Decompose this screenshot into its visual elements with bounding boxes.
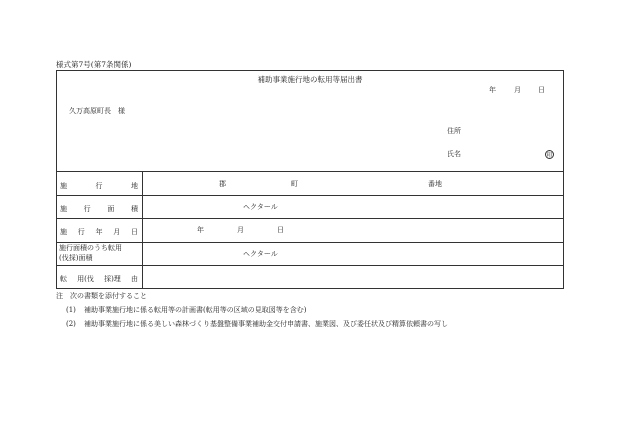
notification-form [56,70,564,289]
exec-year-label: 年 [197,226,204,234]
exec-day-label: 日 [277,226,284,234]
site-gun-label: 郡 [219,180,226,188]
seal-mark: 印 [546,152,553,159]
row-label-area: 施 行 面 積 [60,205,138,213]
row-label-converted-area-line1: 施行面積のうち転用 [59,244,122,252]
note-2-number: (2) [66,320,76,328]
note-1-text: 補助事業施行地に係る転用等の計画書(転用等の区域の見取図等を含む) [84,306,307,314]
date-month-label: 月 [514,86,521,94]
date-day-label: 日 [538,86,545,94]
row-label-converted-area-line2: (伐採)面積 [59,254,93,262]
converted-area-unit: ヘクタール [243,250,278,258]
row-label-date: 施 行 年 月 日 [60,228,138,236]
form-title: 補助事業施行地の転用等届出書 [257,75,363,84]
notes-heading: 注 次の書類を添付すること [56,292,147,300]
exec-month-label: 月 [237,226,244,234]
row-label-reason: 転 用(伐 採)理 由 [60,275,138,283]
area-unit: ヘクタール [243,203,278,211]
note-2-text: 補助事業施行地に係る美しい森林づくり基盤整備事業補助金交付申請書、施業図、及び委任状及び精算依頼書の写し [84,320,448,328]
address-label: 住所 [447,127,461,135]
site-machi-label: 町 [291,180,298,188]
site-banchi-label: 番地 [428,180,442,188]
form-number: 様式第7号(第7条関係) [56,60,132,69]
date-year-label: 年 [489,86,496,94]
addressee: 久万高原町長 様 [69,107,125,115]
name-label: 氏名 [447,150,461,158]
note-1-number: (1) [66,306,76,314]
row-label-site: 施 行 地 [60,182,138,190]
